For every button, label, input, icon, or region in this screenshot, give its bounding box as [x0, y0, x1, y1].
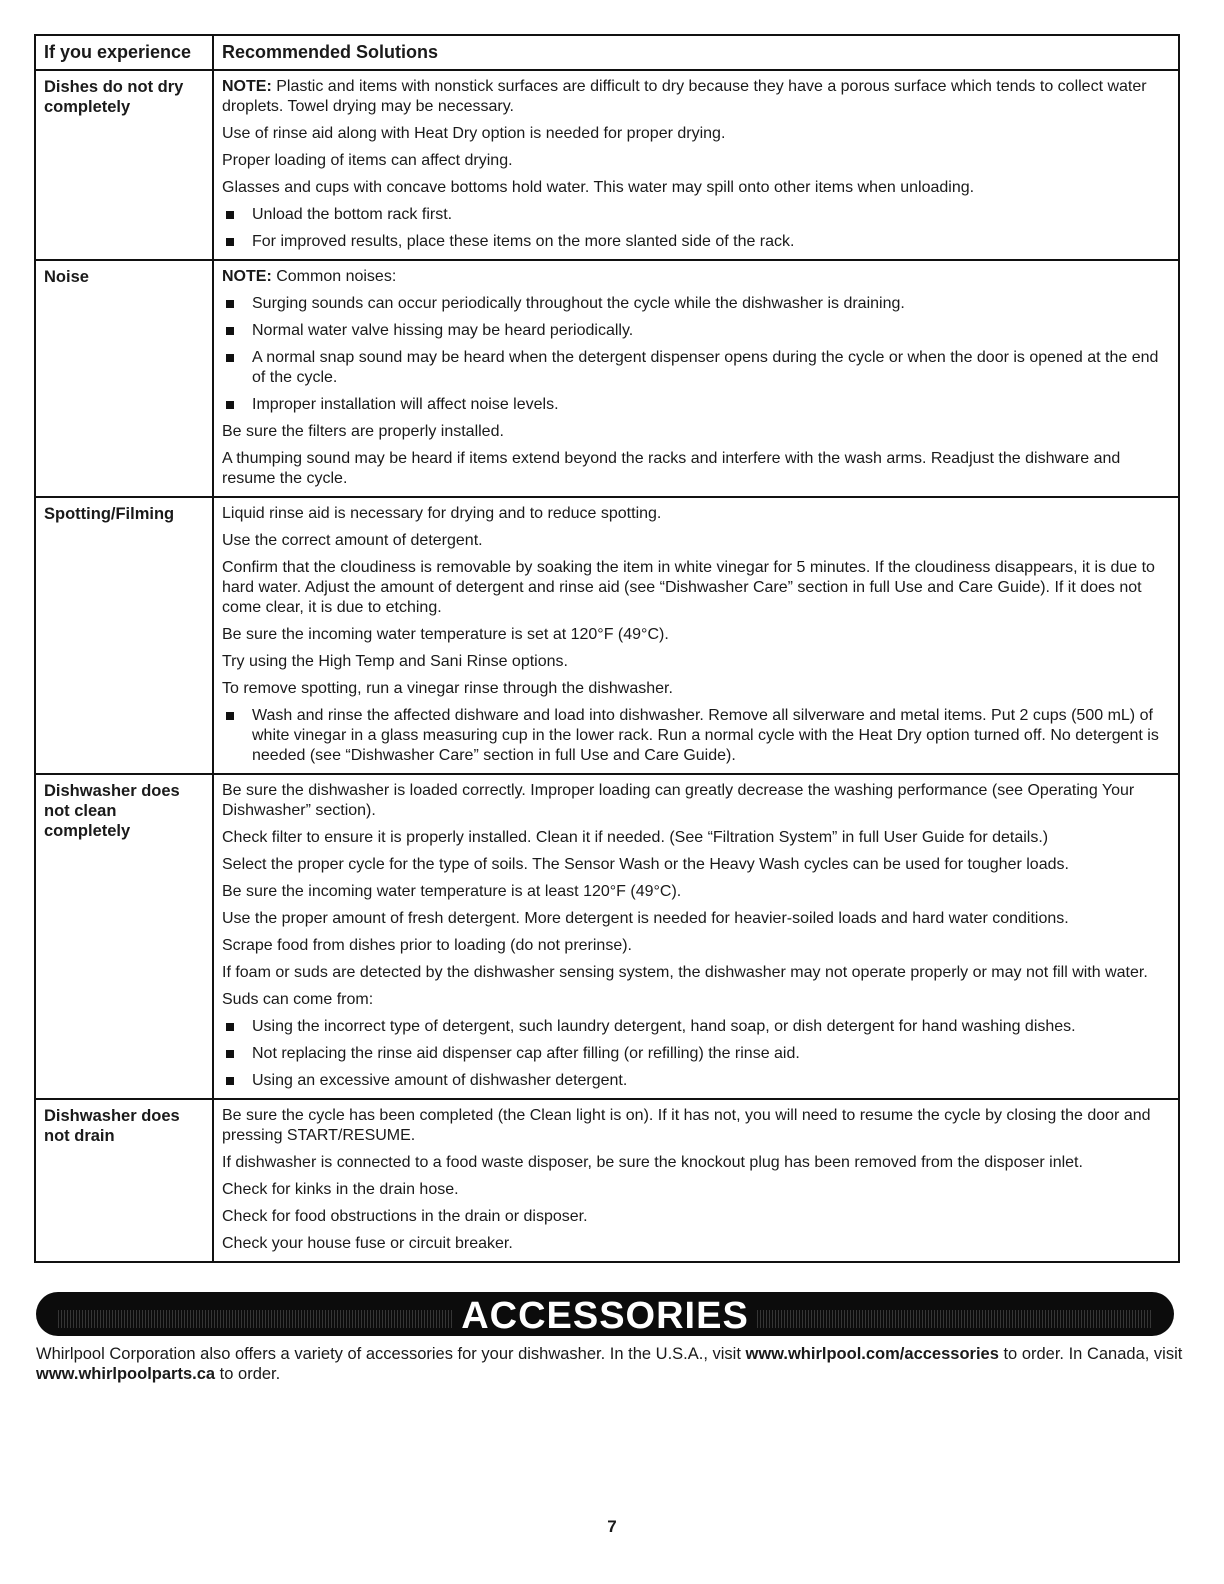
solution-text: Check for food obstructions in the drain or disposer. — [222, 1208, 588, 1225]
solution-bullet: A normal snap sound may be heard when the detergent dispenser opens during the cycle or when the door is opened at the end of the cycle. — [222, 348, 1170, 388]
solution-text: Check for kinks in the drain hose. — [222, 1181, 459, 1198]
solution-text: Be sure the cycle has been completed (the Clean light is on). If it has not, you will need to resume the cycle by closing the door and pressing START/RESUME. — [222, 1107, 1151, 1144]
bullet-square-icon — [226, 1050, 234, 1058]
bullet-square-icon — [226, 354, 234, 362]
solution-text: Use the correct amount of detergent. — [222, 532, 483, 549]
table-row — [35, 497, 1179, 774]
solution-bullet: For improved results, place these items on the more slanted side of the rack. — [222, 232, 1170, 252]
problem-cell: Spotting/Filming — [35, 497, 213, 774]
solution-text: Use the proper amount of fresh detergent. More detergent is needed for heavier-soiled loads and hard water conditions. — [222, 910, 1069, 927]
problem-cell: Dishes do not dry completely — [35, 70, 213, 260]
solution-note: NOTE: Common noises: — [222, 268, 397, 285]
bullet-square-icon — [226, 1023, 234, 1031]
problem-cell: Dishwasher does not clean completely — [35, 774, 213, 1099]
solution-cell — [213, 70, 1179, 260]
solution-cell — [213, 774, 1179, 1099]
table-row — [35, 1099, 1179, 1262]
solution-bullet: Improper installation will affect noise levels. — [222, 395, 1170, 415]
solution-note: NOTE: Plastic and items with nonstick surfaces are difficult to dry because they have a porous surface which tends to collect water droplets. Towel drying may be necessary. — [222, 78, 1147, 115]
solution-bullet: Surging sounds can occur periodically throughout the cycle while the dishwasher is draining. — [222, 294, 1170, 314]
table-row — [35, 260, 1179, 497]
solution-text: Be sure the incoming water temperature is set at 120°F (49°C). — [222, 626, 669, 643]
solution-bullet: Wash and rinse the affected dishware and load into dishwasher. Remove all silverware and metal items. Put 2 cups (500 mL) of white vinegar in a glass measuring cup in the lower rack. Run a normal cycle with the Heat Dry option turned off. No detergent is needed (see “Dishwasher Care” section in full Use and Care Guide). — [222, 706, 1170, 766]
accessories-banner — [36, 1292, 1174, 1336]
problem-cell: Noise — [35, 260, 213, 497]
solution-bullet: Normal water valve hissing may be heard periodically. — [222, 321, 1170, 341]
table-row — [35, 774, 1179, 1099]
solution-text: Use of rinse aid along with Heat Dry option is needed for proper drying. — [222, 125, 726, 142]
solution-cell — [213, 1099, 1179, 1262]
accessories-link-canada[interactable]: www.whirlpoolparts.ca — [36, 1365, 216, 1383]
solution-cell — [213, 260, 1179, 497]
solution-cell — [213, 497, 1179, 774]
solution-text: Check your house fuse or circuit breaker. — [222, 1235, 513, 1252]
accessories-heading: ACCESSORIES — [453, 1295, 757, 1336]
solution-text: A thumping sound may be heard if items extend beyond the racks and interfere with the wash arms. Readjust the dishware and resume the cycle. — [222, 450, 1121, 487]
solution-text: Liquid rinse aid is necessary for drying and to reduce spotting. — [222, 505, 662, 522]
solution-bullet: Using an excessive amount of dishwasher detergent. — [222, 1071, 1170, 1091]
bullet-square-icon — [226, 712, 234, 720]
problem-cell: Dishwasher does not drain — [35, 1099, 213, 1262]
solution-text: Suds can come from: — [222, 991, 374, 1008]
solution-text: If foam or suds are detected by the dishwasher sensing system, the dishwasher may not operate properly or may not fill with water. — [222, 964, 1148, 981]
solution-text: Be sure the dishwasher is loaded correctly. Improper loading can greatly decrease the washing performance (see Operating Your Dishwasher” section). — [222, 782, 1135, 819]
bullet-square-icon — [226, 238, 234, 246]
solution-text: If dishwasher is connected to a food waste disposer, be sure the knockout plug has been removed from the disposer inlet. — [222, 1154, 1083, 1171]
solution-text: To remove spotting, run a vinegar rinse through the dishwasher. — [222, 680, 673, 697]
table-row — [35, 70, 1179, 260]
header-recommended-solutions: Recommended Solutions — [213, 35, 1179, 70]
solution-text: Be sure the incoming water temperature is at least 120°F (49°C). — [222, 883, 682, 900]
solution-text: Try using the High Temp and Sani Rinse options. — [222, 653, 568, 670]
solution-text: Confirm that the cloudiness is removable by soaking the item in white vinegar for 5 minutes. If the cloudiness disappears, it is due to hard water. Adjust the amount of detergent and rinse aid (see “Dishwasher Care” section in full Use and Care Guide). If it does not come clear, it is due to etching. — [222, 559, 1155, 616]
bullet-square-icon — [226, 401, 234, 409]
solution-text: Be sure the filters are properly installed. — [222, 423, 504, 440]
troubleshooting-table — [34, 34, 1180, 1263]
solution-bullet: Using the incorrect type of detergent, such laundry detergent, hand soap, or dish detergent for hand washing dishes. — [222, 1017, 1170, 1037]
solution-text: Scrape food from dishes prior to loading (do not prerinse). — [222, 937, 632, 954]
accessories-paragraph: Whirlpool Corporation also offers a variety of accessories for your dishwasher. In the U.S.A., visit www.whirlpool.com/accessories to order. In Canada, visit www.whirlpoolparts.ca to order. — [36, 1345, 1183, 1383]
bullet-square-icon — [226, 211, 234, 219]
page-number: 7 — [607, 1517, 617, 1536]
bullet-square-icon — [226, 300, 234, 308]
solution-bullet: Unload the bottom rack first. — [222, 205, 1170, 225]
solution-text: Check filter to ensure it is properly installed. Clean it if needed. (See “Filtration System” in full User Guide for details.) — [222, 829, 1049, 846]
solution-text: Glasses and cups with concave bottoms hold water. This water may spill onto other items when unloading. — [222, 179, 975, 196]
solution-text: Proper loading of items can affect drying. — [222, 152, 513, 169]
table-header-row — [35, 35, 1179, 70]
solution-text: Select the proper cycle for the type of soils. The Sensor Wash or the Heavy Wash cycles can be used for tougher loads. — [222, 856, 1069, 873]
solution-bullet: Not replacing the rinse aid dispenser cap after filling (or refilling) the rinse aid. — [222, 1044, 1170, 1064]
accessories-link-us[interactable]: www.whirlpool.com/accessories — [745, 1345, 999, 1363]
bullet-square-icon — [226, 1077, 234, 1085]
bullet-square-icon — [226, 327, 234, 335]
header-if-you-experience: If you experience — [35, 35, 213, 70]
